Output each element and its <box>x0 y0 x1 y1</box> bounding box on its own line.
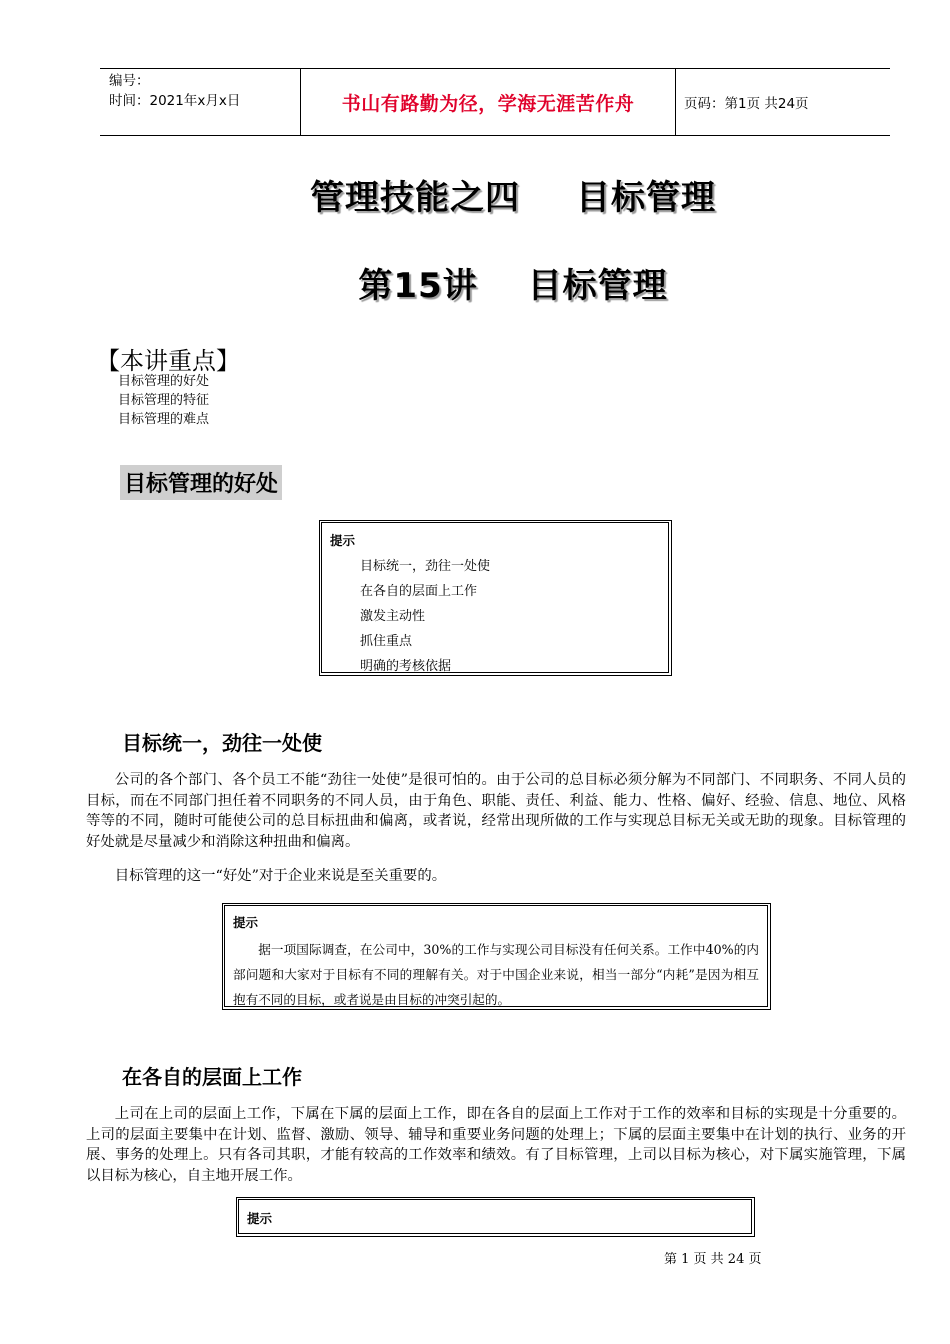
header-page-cell <box>676 69 890 135</box>
document-number-label: 编号： <box>109 73 150 89</box>
tip-label: 提示 <box>330 533 356 548</box>
title-part2: 目标管理 <box>576 178 716 218</box>
tip-list <box>360 554 490 679</box>
title-part1: 管理技能之四 <box>310 178 520 218</box>
paragraph-importance: 目标管理的这一“好处”对于企业来说是至关重要的。 <box>114 868 447 884</box>
header-motto: 书山有路勤为径，学海无涯苦作舟 <box>341 92 635 115</box>
tip-item: 抓住重点 <box>360 634 413 649</box>
keypoint-item: 目标管理的好处 <box>118 374 210 389</box>
page-header <box>100 68 890 136</box>
tip-box-benefits <box>319 520 672 676</box>
page-footer: 第 1 页 共 24 页 <box>664 1252 762 1267</box>
tip-survey-text: 据一项国际调查，在公司中，30%的工作与实现公司目标没有任何关系。工作中40%的内部问题和大家对于目标有不同的理解有关。对于中国企业来说，相当一部分“内耗”是因为相互抱有不同的目标，或者说是由目标的冲突引起的。 <box>233 942 759 1007</box>
tip-label: 提示 <box>247 1211 273 1226</box>
keypoints-heading: 【本讲重点】 <box>96 347 240 375</box>
paragraph-unified-goal: 公司的各个部门、各个员工不能“劲往一处使”是很可怕的。由于公司的总目标必须分解为不同部门、不同职务、不同人员的目标，而在不同部门担任着不同职务的不同人员，由于角色、职能、责任、利益、能力、性格、偏好、经验、信息、地位、风格等等的不同，随时可能使公司的总目标扭曲和偏离，或者说，经常出现所做的工作与实现总目标无关或无助的现象。目标管理的好处就是尽量减少和消除这种扭曲和偏离。 <box>86 772 906 850</box>
header-motto-cell <box>301 69 676 135</box>
tip-item: 在各自的层面上工作 <box>360 584 478 599</box>
tip-item: 目标统一，劲往一处使 <box>360 559 491 574</box>
lecture-title <box>0 258 950 307</box>
tip-box-levels <box>236 1197 755 1237</box>
tip-box-survey <box>222 903 771 1010</box>
keypoint-item: 目标管理的特征 <box>118 393 210 408</box>
lecture-topic: 目标管理 <box>527 266 668 306</box>
document-time-label: 时间：2021年x月x日 <box>109 93 241 109</box>
tip-label: 提示 <box>233 915 259 930</box>
keypoints-list <box>118 372 209 429</box>
lecture-number: 第15讲 <box>358 266 478 306</box>
paragraph-levels: 上司在上司的层面上工作，下属在下属的层面上工作，即在各自的层面上工作对于工作的效率和目标的实现是十分重要的。上司的层面主要集中在计划、监督、激励、领导、辅导和重要业务问题的处理上；下属的层面主要集中在计划的执行、业务的开展、事务的处理上。只有各司其职，才能有较高的工作效率和绩效。有了目标管理，上司以目标为核心，对下属实施管理，下属以目标为核心，自主地开展工作。 <box>86 1106 906 1184</box>
keypoint-item: 目标管理的难点 <box>118 412 210 427</box>
subsection-heading-unified-goal: 目标统一，劲往一处使 <box>122 731 322 755</box>
subsection-heading-levels: 在各自的层面上工作 <box>122 1065 302 1089</box>
tip-item: 激发主动性 <box>360 609 426 624</box>
section-heading-benefits: 目标管理的好处 <box>120 465 282 500</box>
header-page-info: 页码：第1页 共24页 <box>684 96 809 112</box>
header-meta-cell <box>100 69 301 135</box>
tip-item: 明确的考核依据 <box>360 659 452 674</box>
document-title <box>0 170 950 219</box>
